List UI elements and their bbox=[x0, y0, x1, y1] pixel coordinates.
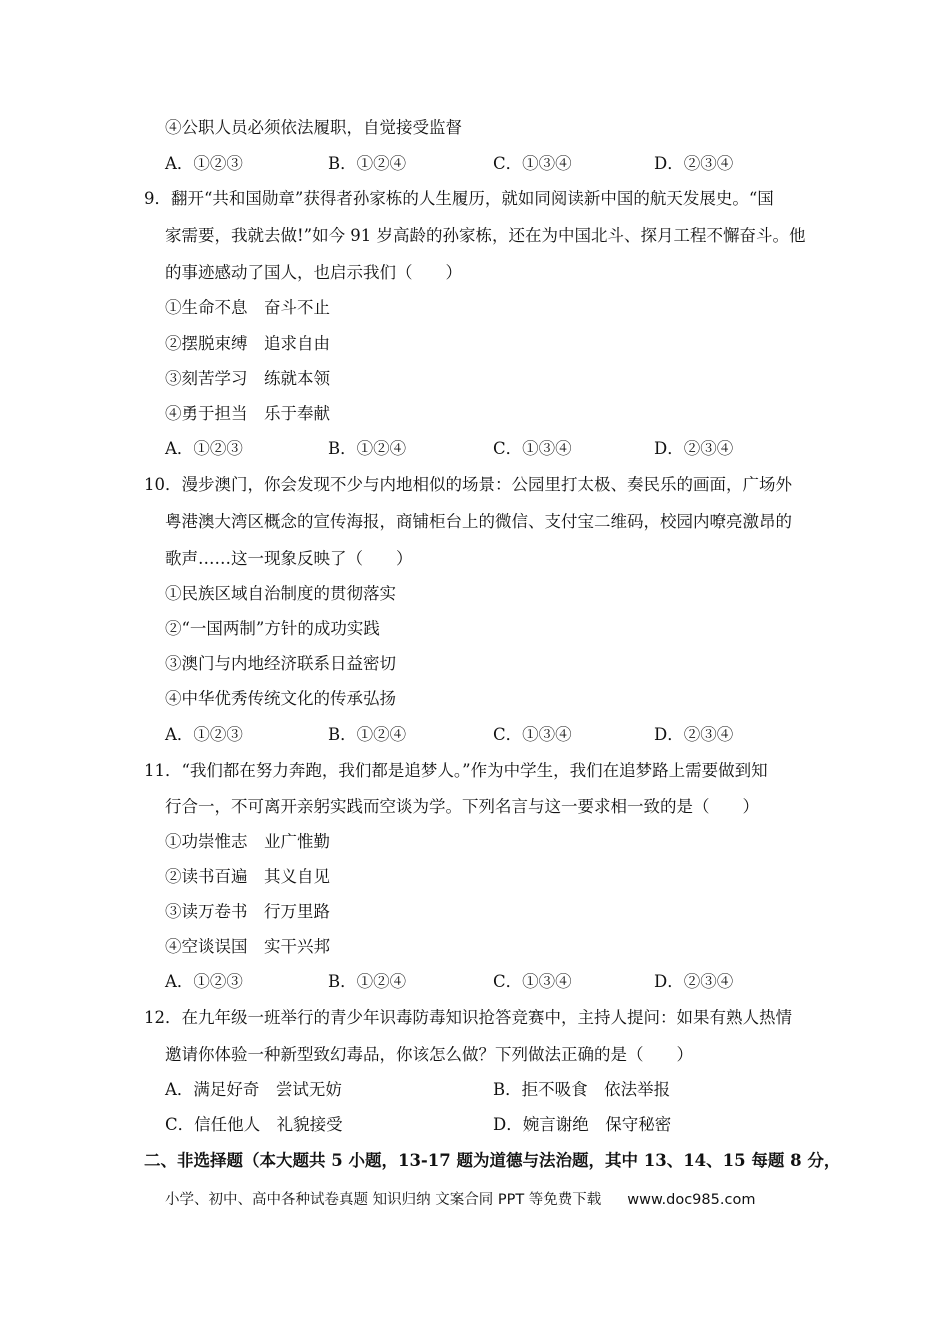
q10-choice-a: A．①②③ bbox=[165, 725, 243, 744]
q10-item-2: ②“一国两制”方针的成功实践 bbox=[165, 619, 380, 638]
q8-choice-b: B．①②④ bbox=[328, 154, 407, 173]
q11-item-2: ②读书百遍 其义自见 bbox=[165, 867, 330, 886]
q10-item-4: ④中华优秀传统文化的传承弘扬 bbox=[165, 689, 396, 708]
section-2-heading: 二、非选择题（本大题共 5 小题，13-17 题为道德与法治题，其中 13、14、15 每题 8 分， bbox=[144, 1151, 841, 1170]
q11-item-3: ③读万卷书 行万里路 bbox=[165, 902, 330, 921]
q10-stem-line-1: 10．漫步澳门，你会发现不少与内地相似的场景：公园里打太极、奏民乐的画面，广场外 bbox=[144, 475, 792, 494]
q10-choice-b: B．①②④ bbox=[328, 725, 407, 744]
q9-choice-a: A．①②③ bbox=[165, 439, 243, 458]
q12-choice-b: B．拒不吸食 依法举报 bbox=[493, 1080, 671, 1099]
q10-item-1: ①民族区域自治制度的贯彻落实 bbox=[165, 584, 396, 603]
q9-choice-d: D．②③④ bbox=[654, 439, 734, 458]
q12-choice-a: A．满足好奇 尝试无妨 bbox=[165, 1080, 342, 1099]
q9-item-3: ③刻苦学习 练就本领 bbox=[165, 369, 330, 388]
q11-choice-a: A．①②③ bbox=[165, 972, 243, 991]
q11-choice-d: D．②③④ bbox=[654, 972, 734, 991]
q9-item-1: ①生命不息 奋斗不止 bbox=[165, 298, 330, 317]
q11-stem-line-1: 11．“我们都在努力奔跑，我们都是追梦人。”作为中学生，我们在追梦路上需要做到知 bbox=[144, 761, 768, 780]
q10-choice-d: D．②③④ bbox=[654, 725, 734, 744]
q8-choice-d: D．②③④ bbox=[654, 154, 734, 173]
q9-stem-line-3: 的事迹感动了国人，也启示我们（ ） bbox=[165, 263, 462, 282]
q11-stem-line-2: 行合一，不可离开亲躬实践而空谈为学。下列名言与这一要求相一致的是（ ） bbox=[165, 797, 759, 816]
q12-stem-line-1: 12．在九年级一班举行的青少年识毒防毒知识抢答竞赛中，主持人提问：如果有熟人热情 bbox=[144, 1008, 792, 1027]
q12-choice-d: D．婉言谢绝 保守秘密 bbox=[493, 1115, 672, 1134]
q11-choice-b: B．①②④ bbox=[328, 972, 407, 991]
q8-choice-a: A．①②③ bbox=[165, 154, 243, 173]
q9-stem-line-2: 家需要，我就去做!”如今 91 岁高龄的孙家栋，还在为中国北斗、探月工程不懈奋斗。他 bbox=[165, 226, 806, 245]
footer-site-link[interactable]: www.doc985.com bbox=[627, 1192, 756, 1208]
q11-item-4: ④空谈误国 实干兴邦 bbox=[165, 937, 330, 956]
q9-stem-line-1: 9．翻开“共和国勋章”获得者孙家栋的人生履历，就如同阅读新中国的航天发展史。“国 bbox=[144, 189, 774, 208]
q10-choice-c: C．①③④ bbox=[493, 725, 572, 744]
q9-item-4: ④勇于担当 乐于奉献 bbox=[165, 404, 330, 423]
q12-choice-c: C．信任他人 礼貌接受 bbox=[165, 1115, 343, 1134]
q8-item-4: ④公职人员必须依法履职，自觉接受监督 bbox=[165, 118, 462, 137]
q8-choice-c: C．①③④ bbox=[493, 154, 572, 173]
footer-text: 小学、初中、高中各种试卷真题 知识归纳 文案合同 PPT 等免费下载 bbox=[165, 1192, 602, 1208]
q12-stem-line-2: 邀请你体验一种新型致幻毒品，你该怎么做？下列做法正确的是（ ） bbox=[165, 1045, 693, 1064]
q9-choice-c: C．①③④ bbox=[493, 439, 572, 458]
q10-item-3: ③澳门与内地经济联系日益密切 bbox=[165, 654, 396, 673]
page-footer bbox=[165, 1188, 755, 1209]
q9-item-2: ②摆脱束缚 追求自由 bbox=[165, 334, 330, 353]
q11-choice-c: C．①③④ bbox=[493, 972, 572, 991]
q9-choice-b: B．①②④ bbox=[328, 439, 407, 458]
q10-stem-line-2: 粤港澳大湾区概念的宣传海报，商铺柜台上的微信、支付宝二维码，校园内嘹亮激昂的 bbox=[165, 512, 792, 531]
q11-item-1: ①功崇惟志 业广惟勤 bbox=[165, 832, 330, 851]
q10-stem-line-3: 歌声……这一现象反映了（ ） bbox=[165, 549, 413, 568]
